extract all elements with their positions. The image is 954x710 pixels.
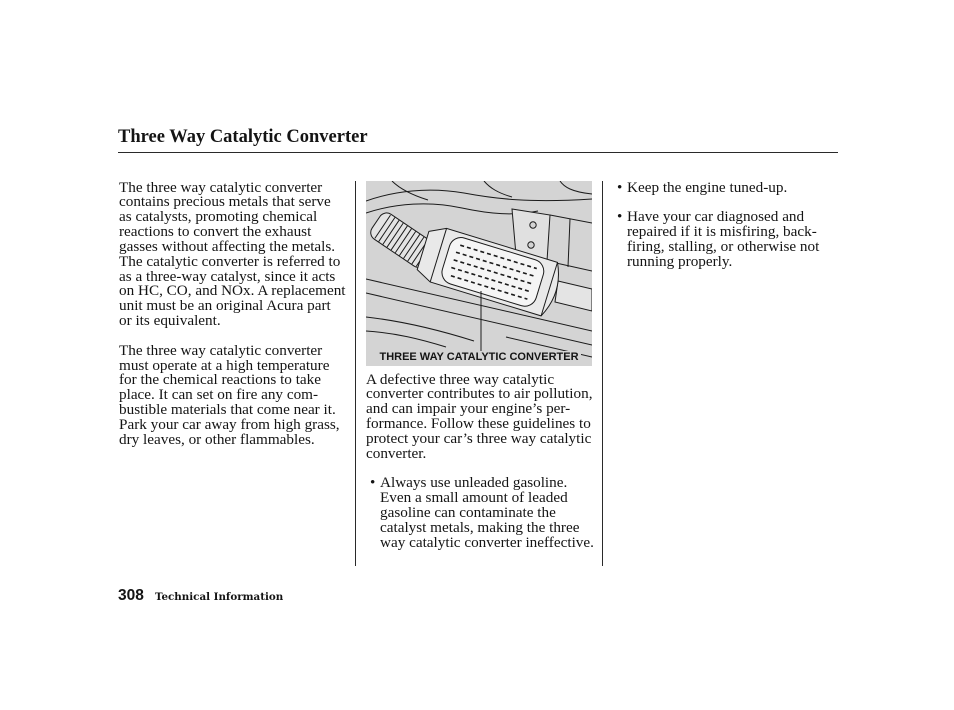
catalytic-converter-illustration bbox=[366, 181, 592, 366]
converter-figure bbox=[366, 181, 592, 366]
figure-caption-text: THREE WAY CATALYTIC CONVERTER bbox=[379, 351, 579, 363]
list-item-text: Have your car diagnosed and repaired if it is misfiring, back- firing, stalling, or otherwise not running properly. bbox=[627, 208, 820, 270]
title-rule bbox=[118, 152, 838, 153]
bullet-mark: • bbox=[617, 178, 623, 196]
body-paragraph: The three way catalytic converter contains precious metals that serve as catalysts, promoting chemical reactions to convert the exhaust gasses without affecting the metals. The catalytic converter is referred to as a three-way catalyst, since it acts on HC, CO, and NOx. A replacement unit must be an original Acura part or its equivalent. bbox=[119, 178, 346, 330]
column-right bbox=[617, 178, 842, 270]
list-item-text: Keep the engine tuned-up. bbox=[627, 178, 788, 196]
list-item bbox=[617, 210, 842, 269]
page-number: 308 bbox=[118, 587, 144, 604]
page-title: Three Way Catalytic Converter bbox=[118, 127, 368, 147]
column-middle bbox=[366, 181, 598, 551]
list-item bbox=[370, 476, 598, 550]
guideline-list bbox=[617, 178, 842, 270]
section-name: Technical Information bbox=[155, 590, 284, 603]
guideline-list bbox=[366, 476, 598, 550]
list-item bbox=[617, 178, 842, 196]
column-left bbox=[119, 178, 351, 448]
column-divider bbox=[602, 181, 603, 566]
bolt bbox=[530, 222, 536, 228]
figure-caption bbox=[366, 351, 592, 363]
body-paragraph: The three way catalytic converter must operate at a high temperature for the chemical reactions to take place. It can set on fire any com- bustible materials that come near it. Park your car away from high grass, dry leaves, or other flammables. bbox=[119, 341, 340, 448]
list-item-text: Always use unleaded gasoline. Even a small amount of leaded gasoline can contaminate the catalyst metals, making the three way catalytic converter ineffective. bbox=[380, 474, 594, 551]
bullet-mark: • bbox=[370, 474, 376, 492]
bolt bbox=[528, 242, 534, 248]
column-divider bbox=[355, 181, 356, 566]
body-paragraph: A defective three way catalytic converter contributes to air pollution, and can impair your engine’s per- formance. Follow these guidelines to protect your car’s three way catalytic converter. bbox=[366, 370, 593, 462]
bullet-mark: • bbox=[617, 208, 623, 226]
